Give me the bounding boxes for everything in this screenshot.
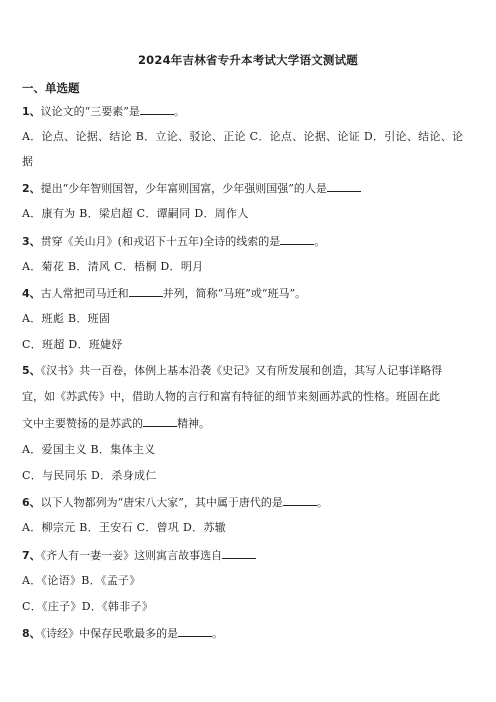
question-2-options: A．康有为 B．梁启超 C．谭嗣同 D．周作人 xyxy=(22,207,249,220)
question-7-stem: 7、《齐人有一妻一妾》这则寓言故事选自 xyxy=(22,548,474,563)
question-5-stem-end: 文中主要赞扬的是苏武的 精神。 xyxy=(22,417,210,430)
answer-blank xyxy=(283,495,317,506)
answer-blank xyxy=(222,548,256,559)
question-number: 4、 xyxy=(22,287,41,300)
question-5-stem: 5、《汉书》共一百卷，体例上基本沿袭《史记》又有所发展和创造，其写人记事详略得 xyxy=(22,364,443,377)
question-number: 5、 xyxy=(22,364,41,377)
question-number: 2、 xyxy=(22,182,41,195)
document-title: 2024年吉林省专升本考试大学语文测试题 xyxy=(137,53,358,67)
question-3-options: A．菊花 B．清风 C．梧桐 D．明月 xyxy=(22,260,204,273)
question-number: 3、 xyxy=(22,235,41,248)
question-5-stem-cont: 宜，如《苏武传》中，借助人物的言行和富有特征的细节来刻画苏武的性格。班固在此 xyxy=(22,390,440,403)
answer-blank xyxy=(140,104,174,115)
question-6-stem: 6、以下人物都列为“唐宋八大家”，其中属于唐代的是 。 xyxy=(22,496,328,509)
question-4-options: A．班彪 B．班固 xyxy=(22,312,111,325)
answer-blank xyxy=(143,416,177,427)
question-number: 8、 xyxy=(22,627,41,640)
section-heading: 一、单选题 xyxy=(22,81,80,95)
answer-blank xyxy=(327,181,361,192)
question-5-options-cont: C．与民同乐 D．杀身成仁 xyxy=(22,469,157,482)
question-4-stem: 4、古人常把司马迁和 并列，简称“马班”或“班马”。 xyxy=(22,287,307,300)
question-1-stem: 1、议论文的“三要素”是 。 xyxy=(22,105,185,118)
question-7-options-cont: C．《庄子》D．《韩非子》 xyxy=(22,600,154,613)
question-1-options-cont: 据 xyxy=(22,155,34,168)
question-7-options: A．《论语》B．《孟子》 xyxy=(22,574,141,587)
question-4-options-cont: C．班超 D．班婕妤 xyxy=(22,338,123,351)
answer-blank xyxy=(280,234,314,245)
question-8-stem: 8、《诗经》中保存民歌最多的是 。 xyxy=(22,627,224,640)
question-number: 7、 xyxy=(22,549,41,562)
answer-blank xyxy=(178,626,212,637)
question-5-options: A．爱国主义 B．集体主义 xyxy=(22,443,156,456)
question-3-stem: 3、贯穿《关山月》(和戎诏下十五年)全诗的线索的是 。 xyxy=(22,235,326,248)
answer-blank xyxy=(129,286,163,297)
question-number: 1、 xyxy=(22,105,41,118)
question-2-stem: 2、提出“少年智则国智，少年富则国富，少年强则国强”的人是 xyxy=(22,181,474,196)
question-6-options: A．柳宗元 B．王安石 C．曾巩 D．苏辙 xyxy=(22,521,227,534)
question-number: 6、 xyxy=(22,496,41,509)
question-1-options: A．论点、论据、结论 B．立论、驳论、正论 C．论点、论据、论证 D．引论、结论、论 xyxy=(22,130,464,143)
